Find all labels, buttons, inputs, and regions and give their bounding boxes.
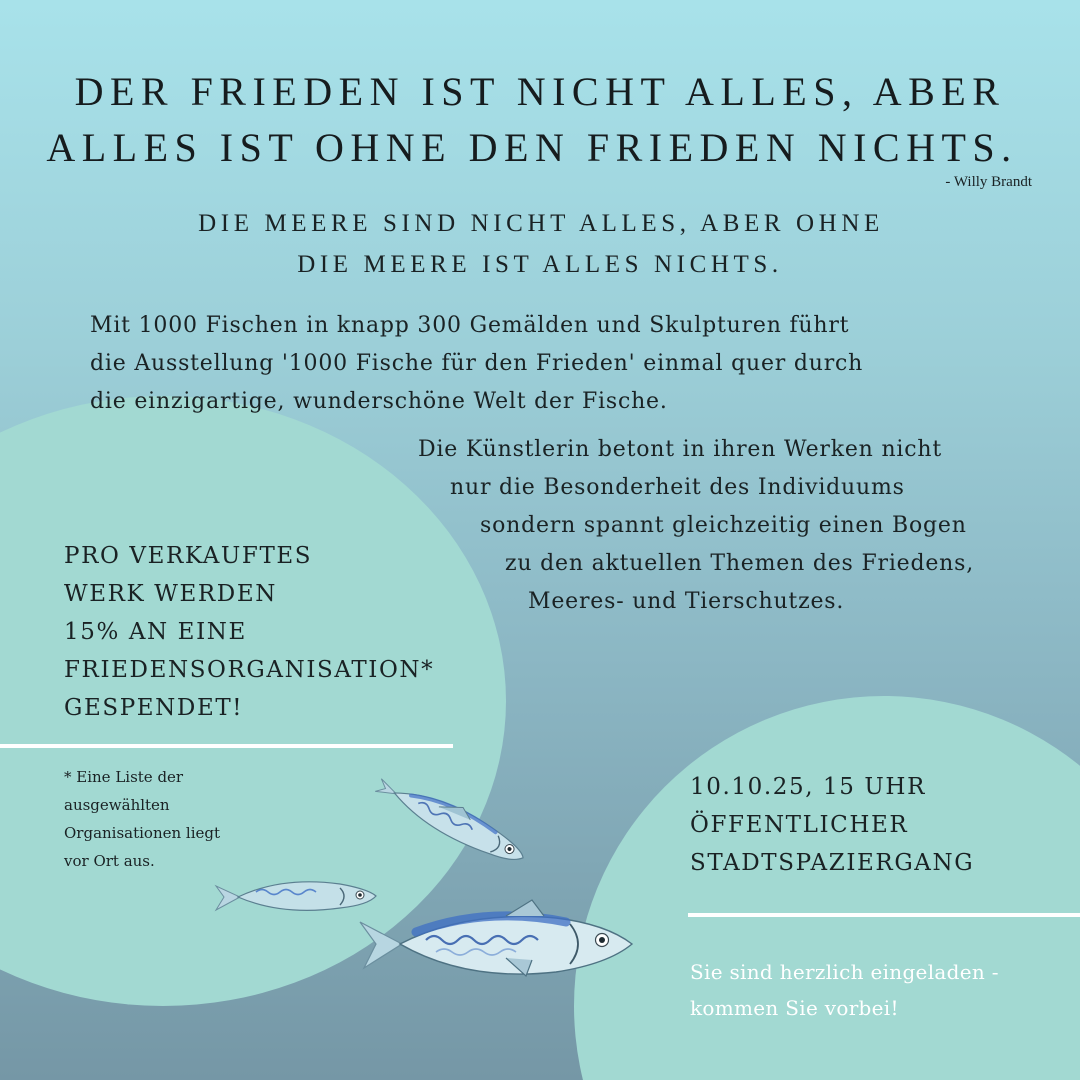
artist-line-2: nur die Besonderheit des Individuums [450, 475, 905, 500]
donation-line-5: GESPENDET! [64, 695, 244, 721]
quote-author: - Willy Brandt [945, 174, 1032, 190]
event-date: 10.10.25, 15 UHR [690, 774, 926, 800]
subtitle-line-1: DIE MEERE SIND NICHT ALLES, ABER OHNE [198, 210, 884, 237]
artist-line-3: sondern spannt gleichzeitig einen Bogen [480, 513, 967, 538]
footnote-line-2: ausgewählten [64, 796, 170, 814]
donation-line-1: PRO VERKAUFTES [64, 543, 313, 569]
intro-line-3: die einzigartige, wunderschöne Welt der Fische. [90, 389, 668, 414]
artist-line-5: Meeres- und Tierschutzes. [528, 589, 845, 614]
divider-left [0, 744, 453, 748]
subtitle-line-2: DIE MEERE IST ALLES NICHTS. [297, 251, 783, 278]
artist-line-1: Die Künstlerin betont in ihren Werken nicht [418, 437, 942, 462]
fish-icon [364, 766, 540, 876]
event-line-2: ÖFFENTLICHER [690, 812, 909, 838]
intro-line-2: die Ausstellung '1000 Fische für den Frieden' einmal quer durch [90, 351, 864, 376]
footnote-line-1: * Eine Liste der [64, 768, 184, 786]
fish-icon [356, 896, 638, 996]
intro-line-1: Mit 1000 Fischen in knapp 300 Gemälden und Skulpturen führt [90, 313, 850, 338]
invitation-line-2: kommen Sie vorbei! [690, 996, 899, 1020]
footnote-line-3: Organisationen liegt [64, 824, 221, 842]
donation-line-2: WERK WERDEN [64, 581, 277, 607]
divider-right [688, 913, 1080, 917]
invitation-line-1: Sie sind herzlich eingeladen - [690, 960, 999, 984]
event-line-3: STADTSPAZIERGANG [690, 850, 975, 876]
donation-line-4: FRIEDENSORGANISATION* [64, 657, 435, 683]
quote-line-1: DER FRIEDEN IST NICHT ALLES, ABER [74, 69, 1006, 114]
donation-line-3: 15% AN EINE [64, 619, 247, 645]
quote-line-2: ALLES IST OHNE DEN FRIEDEN NICHTS. [46, 125, 1018, 170]
artist-line-4: zu den aktuellen Themen des Friedens, [505, 551, 975, 576]
decorative-circle-right [574, 696, 1080, 1080]
fish-icon [212, 864, 380, 924]
footnote-line-4: vor Ort aus. [64, 852, 155, 870]
